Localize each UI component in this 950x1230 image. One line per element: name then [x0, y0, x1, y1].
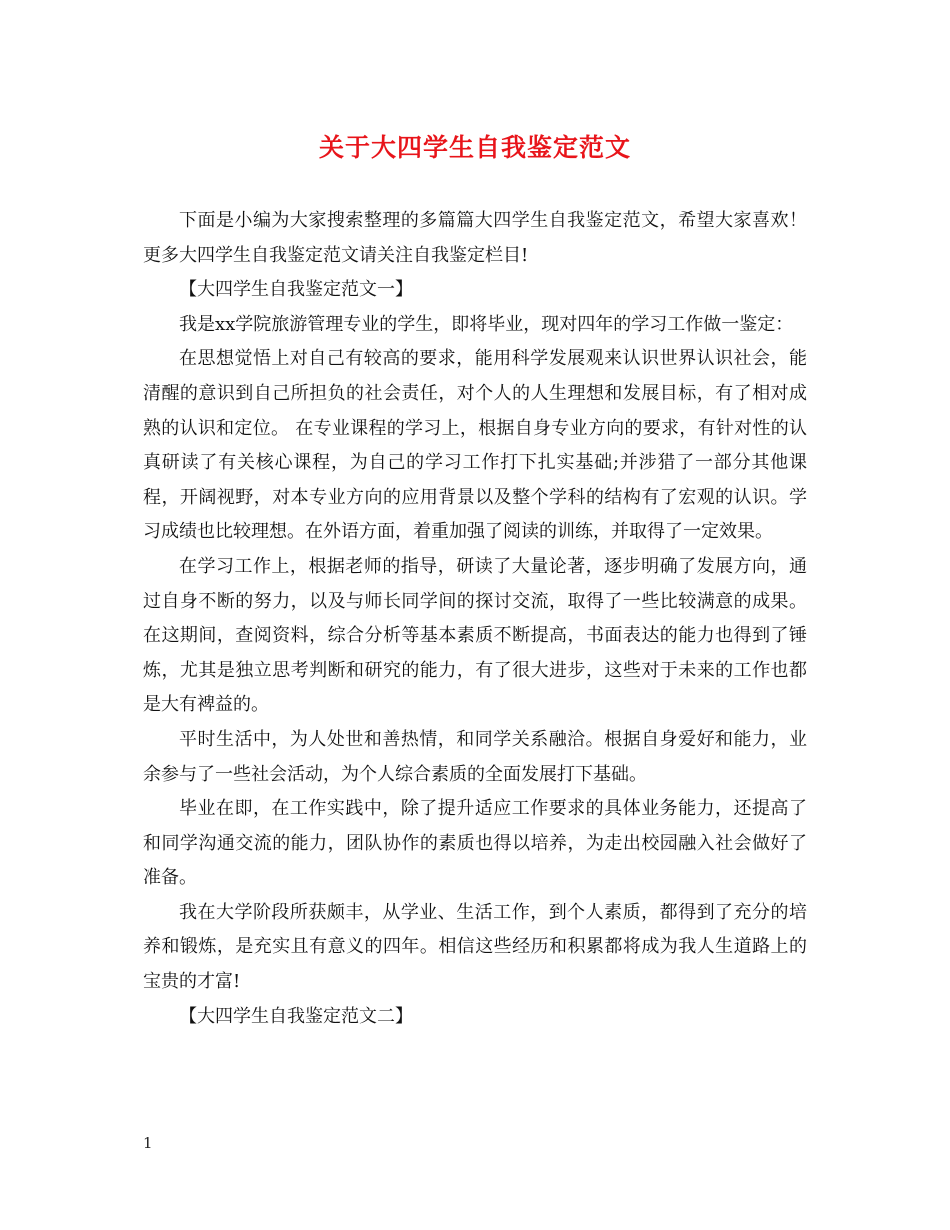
- document-body: [143, 204, 807, 1034]
- body-paragraph: 平时生活中，为人处世和善热情，和同学关系融洽。根据自身爱好和能力，业余参与了一些社会活动，为个人综合素质的全面发展打下基础。: [143, 728, 807, 785]
- section-heading-two: 【大四学生自我鉴定范文二】: [179, 1005, 413, 1027]
- body-paragraph: 毕业在即，在工作实践中，除了提升适应工作要求的具体业务能力，还提高了和同学沟通交流的能力，团队协作的素质也得以培养，为走出校园融入社会做好了准备。: [143, 798, 807, 889]
- body-paragraph: 在思想觉悟上对自己有较高的要求，能用科学发展观来认识世界认识社会，能清醒的意识到自己所担负的社会责任，对个人的人生理想和发展目标，有了相对成熟的认识和定位。 在专业课程的学习上，根据自身专业方向的要求，有针对性的认真研读了有关核心课程，为自己的学习工作打下扎实基础;并涉猎了一部分其他课程，开阔视野，对本专业方向的应用背景以及整个学科的结构有了宏观的认识。学习成绩也比较理想。在外语方面，着重加强了阅读的训练，并取得了一定效果。: [143, 348, 807, 543]
- section-heading-one: 【大四学生自我鉴定范文一】: [179, 279, 413, 301]
- page-number: 1: [143, 1134, 153, 1152]
- document-title: 关于大四学生自我鉴定范文: [318, 133, 631, 162]
- body-paragraph: 我是xx学院旅游管理专业的学生，即将毕业，现对四年的学习工作做一鉴定：: [179, 313, 794, 335]
- body-paragraph: 我在大学阶段所获颇丰，从学业、生活工作，到个人素质，都得到了充分的培养和锻炼，是充实且有意义的四年。相信这些经历和积累都将成为我人生道路上的宝贵的才富!: [143, 901, 807, 993]
- body-paragraph: 在学习工作上，根据老师的指导，研读了大量论著，逐步明确了发展方向，通过自身不断的努力，以及与师长同学间的探讨交流，取得了一些比较满意的成果。在这期间，查阅资料，综合分析等基本素质不断提高，书面表达的能力也得到了锤炼，尤其是独立思考判断和研究的能力，有了很大进步，这些对于未来的工作也都是大有裨益的。: [143, 555, 807, 716]
- intro-paragraph: 下面是小编为大家搜索整理的多篇篇大四学生自我鉴定范文，希望大家喜欢！更多大四学生自我鉴定范文请关注自我鉴定栏目!: [143, 210, 807, 266]
